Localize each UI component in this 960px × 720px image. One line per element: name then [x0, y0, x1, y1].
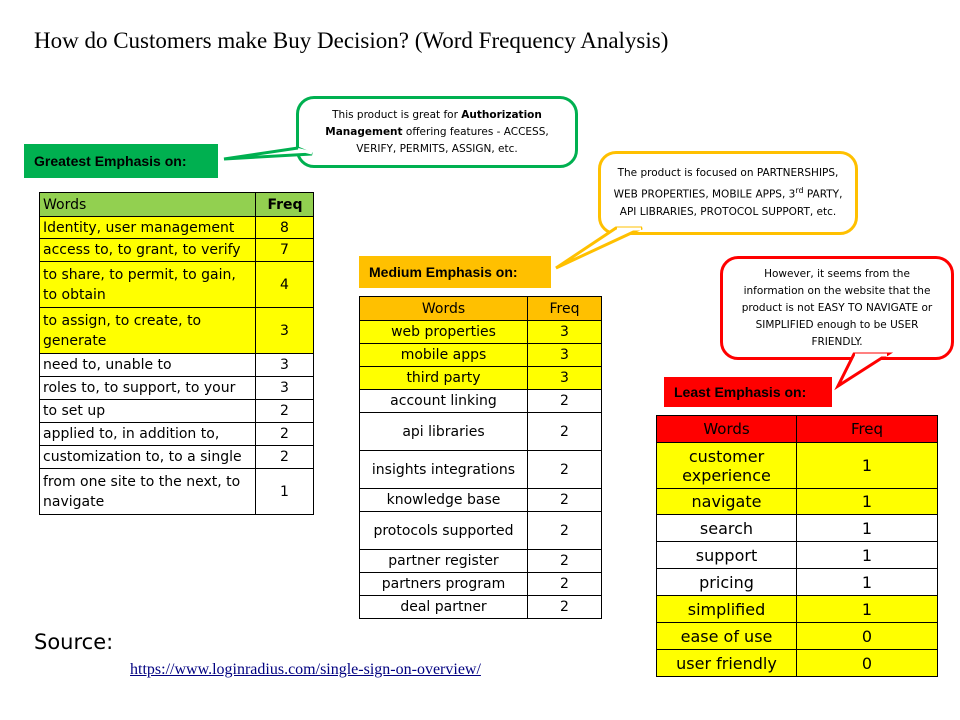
freq-cell: 2 — [256, 400, 314, 423]
medium-emphasis-table — [359, 296, 602, 619]
table-row — [40, 446, 314, 469]
word-cell: navigate — [657, 489, 797, 515]
callout-tail-green — [224, 148, 314, 162]
word-cell: protocols supported — [360, 512, 528, 550]
table-row — [360, 573, 602, 596]
freq-cell: 2 — [528, 451, 602, 489]
word-cell: insights integrations — [360, 451, 528, 489]
freq-cell: 2 — [256, 446, 314, 469]
callout-tail-red — [832, 354, 902, 390]
freq-cell: 2 — [528, 512, 602, 550]
word-cell: need to, unable to — [40, 354, 256, 377]
table-row — [40, 262, 314, 308]
freq-cell: 2 — [528, 489, 602, 512]
source-label: Source: — [34, 630, 114, 654]
column-header-words: Words — [360, 297, 528, 321]
table-row — [40, 308, 314, 354]
freq-cell: 3 — [256, 308, 314, 354]
word-cell: ease of use — [657, 623, 797, 650]
freq-cell: 1 — [797, 489, 938, 515]
word-cell: web properties — [360, 321, 528, 344]
callout-text-1: This product is great for — [332, 108, 462, 121]
table-row — [360, 550, 602, 573]
word-cell: customer experience — [657, 443, 797, 489]
callout-partnerships — [598, 151, 858, 235]
word-cell: api libraries — [360, 413, 528, 451]
freq-cell: 1 — [797, 542, 938, 569]
callout-text: However, it seems from the information on the website that the product is not EASY TO NAVIGATE or SIMPLIFIED enough to be USER FRIENDLY. — [741, 267, 933, 348]
table-row — [40, 423, 314, 446]
freq-cell: 3 — [256, 354, 314, 377]
freq-cell: 1 — [797, 515, 938, 542]
medium-emphasis-label: Medium Emphasis on: — [359, 256, 551, 288]
word-cell: partner register — [360, 550, 528, 573]
table-row — [657, 515, 938, 542]
greatest-emphasis-table — [39, 192, 314, 515]
freq-cell: 0 — [797, 650, 938, 677]
word-cell: access to, to grant, to verify — [40, 239, 256, 262]
word-cell: from one site to the next, to navigate — [40, 469, 256, 515]
word-cell: to set up — [40, 400, 256, 423]
table-row — [360, 489, 602, 512]
table-row — [360, 344, 602, 367]
table-row — [40, 354, 314, 377]
freq-cell: 1 — [256, 469, 314, 515]
callout-sup: rd — [795, 186, 804, 196]
least-emphasis-label: Least Emphasis on: — [664, 377, 832, 407]
word-cell: roles to, to support, to your — [40, 377, 256, 400]
word-cell: applied to, in addition to, — [40, 423, 256, 446]
word-cell: account linking — [360, 390, 528, 413]
word-cell: pricing — [657, 569, 797, 596]
freq-cell: 1 — [797, 443, 938, 489]
callout-tail-orange — [556, 228, 646, 272]
table-row — [40, 400, 314, 423]
freq-cell: 4 — [256, 262, 314, 308]
freq-cell: 2 — [528, 390, 602, 413]
column-header-freq: Freq — [797, 416, 938, 443]
word-cell: mobile apps — [360, 344, 528, 367]
word-cell: search — [657, 515, 797, 542]
word-cell: partners program — [360, 573, 528, 596]
table-row — [657, 542, 938, 569]
callout-text-bold: Authorization Management — [325, 108, 542, 138]
freq-cell: 0 — [797, 623, 938, 650]
column-header-words: Words — [657, 416, 797, 443]
table-row — [40, 469, 314, 515]
table-row — [360, 413, 602, 451]
table-row — [360, 596, 602, 619]
greatest-emphasis-label: Greatest Emphasis on: — [24, 144, 218, 178]
table-row — [657, 596, 938, 623]
source-link[interactable]: https://www.loginradius.com/single-sign-on-overview/ — [130, 661, 481, 678]
table-row — [40, 239, 314, 262]
column-header-freq: Freq — [256, 193, 314, 217]
freq-cell: 2 — [528, 550, 602, 573]
word-cell: customization to, to a single — [40, 446, 256, 469]
callout-text-2: PARTY, API LIBRARIES, PROTOCOL SUPPORT, etc. — [619, 188, 843, 218]
table-row — [360, 512, 602, 550]
callout-usability — [720, 256, 954, 360]
table-row — [657, 569, 938, 596]
freq-cell: 3 — [528, 344, 602, 367]
freq-cell: 2 — [256, 423, 314, 446]
word-cell: knowledge base — [360, 489, 528, 512]
freq-cell: 3 — [528, 367, 602, 390]
table-row — [360, 390, 602, 413]
word-cell: user friendly — [657, 650, 797, 677]
freq-cell: 3 — [256, 377, 314, 400]
word-cell: to assign, to create, to generate — [40, 308, 256, 354]
table-row — [360, 451, 602, 489]
column-header-freq: Freq — [528, 297, 602, 321]
table-row — [40, 377, 314, 400]
word-cell: support — [657, 542, 797, 569]
table-row — [657, 443, 938, 489]
freq-cell: 2 — [528, 413, 602, 451]
freq-cell: 8 — [256, 217, 314, 239]
callout-authorization — [296, 96, 578, 168]
freq-cell: 1 — [797, 569, 938, 596]
column-header-words: Words — [40, 193, 256, 217]
word-cell: deal partner — [360, 596, 528, 619]
word-cell: third party — [360, 367, 528, 390]
table-row — [360, 367, 602, 390]
table-row — [360, 321, 602, 344]
word-cell: simplified — [657, 596, 797, 623]
table-row — [40, 217, 314, 239]
word-cell: to share, to permit, to gain, to obtain — [40, 262, 256, 308]
freq-cell: 1 — [797, 596, 938, 623]
table-row — [657, 623, 938, 650]
callout-text-1: The product is focused on PARTNERSHIPS, WEB PROPERTIES, MOBILE APPS, 3 — [613, 167, 839, 201]
freq-cell: 7 — [256, 239, 314, 262]
table-row — [657, 489, 938, 515]
callout-text-2: offering features - ACCESS, VERIFY, PERMITS, ASSIGN, etc. — [356, 125, 549, 155]
freq-cell: 3 — [528, 321, 602, 344]
word-cell: Identity, user management — [40, 217, 256, 239]
page-title: How do Customers make Buy Decision? (Word Frequency Analysis) — [34, 28, 669, 53]
least-emphasis-table — [656, 415, 938, 677]
freq-cell: 2 — [528, 573, 602, 596]
freq-cell: 2 — [528, 596, 602, 619]
table-row — [657, 650, 938, 677]
